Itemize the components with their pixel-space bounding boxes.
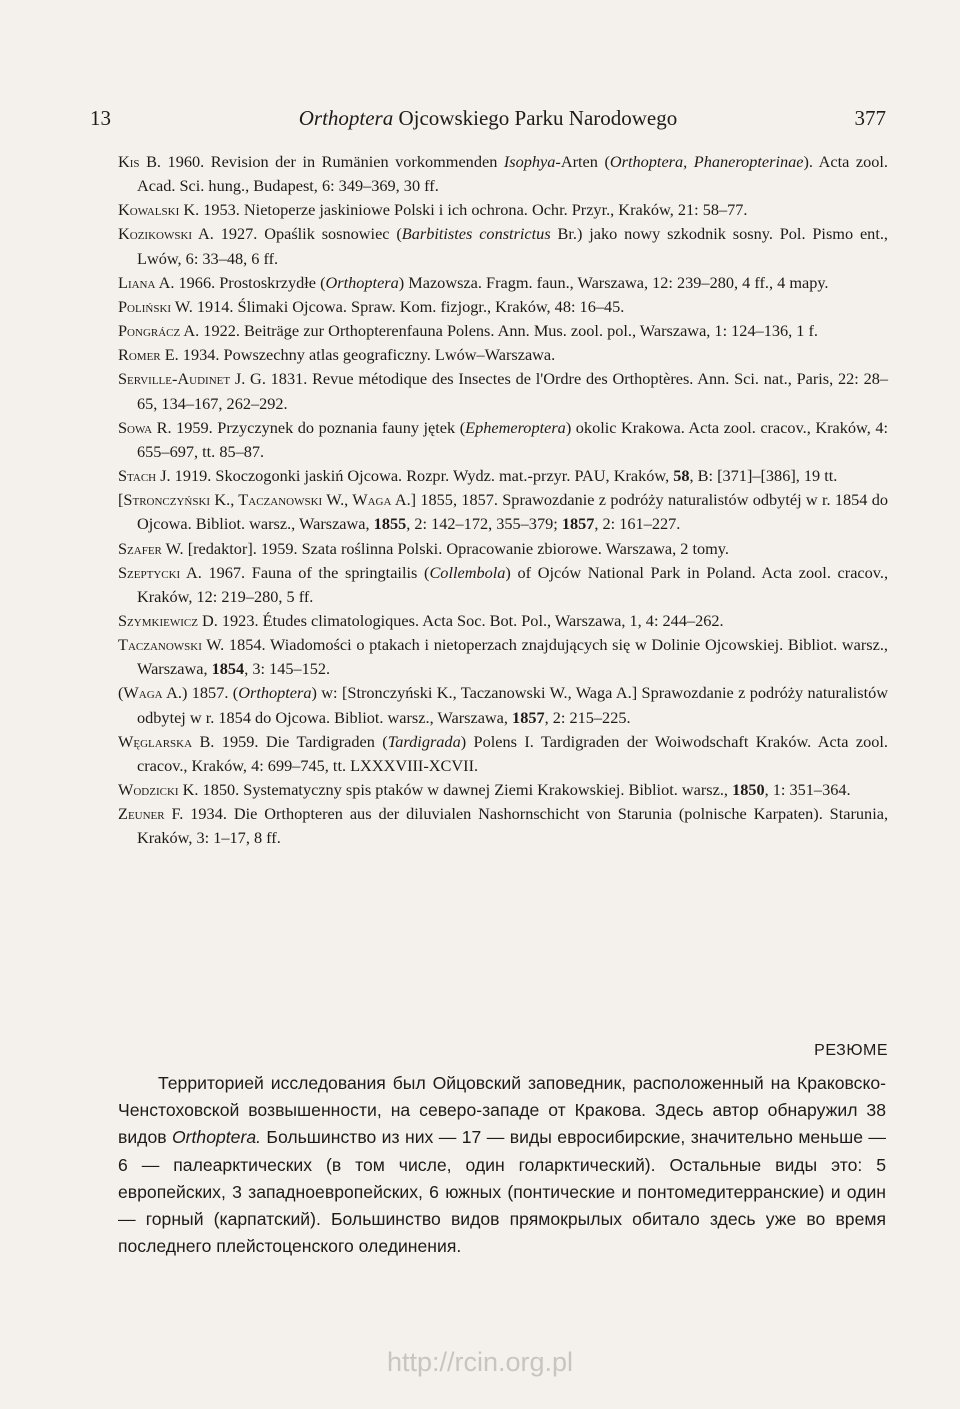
running-header: [90, 106, 886, 136]
reference-text: 1934. Powszechny atlas geograficzny. Lwów–Warszawa.: [178, 345, 556, 365]
watermark-url: http://rcin.org.pl: [386, 1347, 574, 1377]
reference-entry: [118, 681, 888, 729]
reference-text: 1850. Systematyczny spis ptaków w dawnej Ziemi Krakowskiej. Bibliot. warsz.,: [198, 780, 733, 800]
reference-text: 1854. Wiadomości o ptakach i nietoperzach znajdujących się w Dolinie Ojcowskiej. Bibliot. warsz., Warszawa,: [137, 635, 888, 679]
reference-text: Orthoptera: [325, 272, 399, 292]
reference-author: Stach J.: [118, 466, 171, 486]
reference-text: , 3: 145–152.: [244, 659, 331, 679]
reference-author: Zeuner F.: [118, 804, 184, 824]
reference-text: ) of Ojców National Park in Poland. Acta zool. cracov., Kraków, 12: 219–280, 5 ff.: [137, 562, 889, 606]
reference-text: 1855: [373, 514, 407, 534]
reference-author: (Waga A.): [118, 683, 188, 703]
reference-author: Kis B.: [118, 152, 162, 171]
reference-entry: [118, 271, 888, 295]
reference-text: Ephemeroptera: [465, 417, 566, 437]
reference-text: 1857: [512, 707, 545, 727]
reference-text: , 2: 215–225.: [544, 707, 631, 727]
reference-text: 1959. Przyczynek do poznania fauny jętek (: [171, 417, 466, 437]
running-title: [90, 106, 886, 131]
reference-author: Pongrácz A.: [118, 321, 200, 341]
reference-entry: [118, 730, 888, 778]
reference-author: Kowalski K.: [118, 200, 200, 220]
reference-text: , 2: 161–227.: [594, 514, 681, 534]
reference-text: Collembola: [429, 562, 506, 582]
reference-text: 1922. Beiträge zur Orthopterenfauna Polens. Ann. Mus. zool. pol., Warszawa, 1: 124–136, 1 f.: [199, 321, 818, 341]
reference-author: Szeptycki A.: [118, 562, 202, 582]
reference-text: 1854: [211, 659, 245, 679]
reference-author: Wodzicki K.: [118, 780, 199, 800]
reference-text: 1967. Fauna of the springtailis (: [201, 562, 430, 582]
reference-text: 1960. Revision der in Rumänien vorkommenden: [161, 152, 504, 171]
reference-entry: [118, 198, 888, 222]
reference-author: Liana A.: [118, 272, 175, 292]
running-title-italic: Orthoptera: [298, 106, 394, 130]
reference-text: 1923. Études climatologiques. Acta Soc. Bot. Pol., Warszawa, 1, 4: 244–262.: [217, 610, 724, 630]
reference-text: ) Mazowsza. Fragm. faun., Warszawa, 12: 239–280, 4 ff., 4 mapy.: [398, 272, 829, 292]
reference-text: 1919. Skoczogonki jaskiń Ojcowa. Rozpr. Wydz. mat.-przyr. PAU, Kraków,: [170, 466, 674, 486]
reference-entry: [118, 464, 888, 488]
reference-entry: [118, 778, 888, 802]
reference-text: -Arten (: [555, 152, 610, 171]
reference-entry: [118, 319, 888, 343]
resume-heading: РЕЗЮМЕ: [814, 1042, 888, 1059]
reference-text: Barbitistes constrictus: [401, 224, 551, 244]
reference-text: 1855, 1857. Sprawozdanie z podróży naturalistów odbytéj w r. 1854 do Ojcowa. Bibliot. warsz., Warszawa,: [137, 490, 889, 534]
reference-entry: [118, 295, 888, 319]
reference-text: 1831. Revue métodique des Insectes de l'Ordre des Orthoptères. Ann. Sci. nat., Paris, 22: 28–65, 134–167, 262–292.: [137, 369, 888, 413]
reference-author: Szafer W.: [118, 538, 184, 558]
reference-entry: [118, 802, 888, 850]
reference-text: 1953. Nietoperze jaskiniowe Polski i ich ochrona. Ochr. Przyr., Kraków, 21: 58–77.: [199, 200, 748, 220]
reference-entry: [118, 609, 888, 633]
running-title-rest: Ojcowskiego Parku Narodowego: [393, 106, 678, 130]
reference-entry: [118, 150, 888, 198]
reference-text: 1934. Die Orthopteren aus der diluvialen Nashornschicht von Starunia (polnische Karpaten). Starunia, Kraków, 3: 1–17, 8 ff.: [137, 804, 889, 848]
reference-text: 1857: [561, 514, 595, 534]
reference-text: , B: [371]–[386], 19 tt.: [689, 466, 838, 486]
reference-text: Tardigrada: [387, 731, 461, 751]
reference-entry: [118, 561, 888, 609]
reference-text: ). Acta zool. Acad. Sci. hung., Budapest, 6: 349–369, 30 ff.: [137, 152, 888, 196]
reference-text: 1857. (: [187, 683, 239, 703]
page-number: 377: [854, 106, 886, 130]
reference-text: , 2: 142–172, 355–379;: [406, 514, 562, 534]
reference-text: [redaktor]. 1959. Szata roślinna Polski. Opracowanie zbiorowe. Warszawa, 2 tomy.: [183, 538, 729, 558]
reference-text: 1914. Ślimaki Ojcowa. Spraw. Kom. fizjogr., Kraków, 48: 16–45.: [192, 296, 625, 316]
reference-text: ) okolic Krakowa. Acta zool. cracov., Kraków, 4: 655–697, tt. 85–87.: [137, 417, 889, 461]
reference-author: Węglarska B.: [118, 731, 215, 751]
reference-author: Sowa R.: [118, 417, 172, 437]
reference-author: Szymkiewicz D.: [118, 610, 218, 630]
reference-text: Orthoptera, Phaneropterinae: [609, 152, 804, 171]
resume-text-italic: Orthoptera.: [172, 1127, 261, 1148]
reference-entry: [118, 367, 888, 415]
reference-text: ) Polens I. Tardigraden der Woiwodschaft Kraków. Acta zool. cracov., Kraków, 4: 699–745, tt. LXXXVIII-XCVII.: [137, 731, 888, 775]
reference-text: 1927. Opaślik sosnowiec (: [213, 224, 402, 244]
resume-text-1: Территорией исследования был Ойцовский заповедник, расположенный на Краковско-Ченстоховской возвышенности, на северо-западе от Кракова. Здесь автор обнаружил 38 видов: [118, 1073, 886, 1148]
issue-number: 13: [90, 106, 111, 130]
reference-text: 1850: [732, 780, 765, 800]
resume-text-2: Большинство из них — 17 — виды евросибирские, значительно меньше — 6 — палеарктических (в том числе, один голарктический). Остальные виды это: 5 европейских, 3 западноевропейских, 6 южных (понтические и понтомедитерранские) и один — горный (карпатский). Большинство видов прямокрылых обитало здесь уже во время последнего плейстоценского олединения.: [118, 1127, 886, 1257]
reference-text: ) w: [Stronczyński K., Taczanowski W., Waga A.] Sprawozdanie z podróży naturalistów odbytej w r. 1854 do Ojcowa. Bibliot. warsz., Warszawa,: [137, 683, 888, 727]
reference-author: Romer E.: [118, 345, 179, 365]
reference-author: Poliński W.: [118, 296, 193, 316]
reference-entry: [118, 343, 888, 367]
reference-author: [Stronczyński K., Taczanowski W., Waga A.]: [118, 490, 417, 510]
reference-list: [118, 150, 888, 851]
reference-text: 1959. Die Tardigraden (: [214, 731, 388, 751]
reference-text: Isophya: [503, 152, 556, 171]
reference-entry: [118, 222, 888, 270]
reference-entry: [118, 537, 888, 561]
reference-text: Orthoptera: [238, 683, 312, 703]
reference-author: Kozikowski A.: [118, 224, 214, 244]
reference-entry: [118, 488, 888, 536]
reference-entry: [118, 416, 888, 464]
resume-paragraph: [118, 1070, 886, 1260]
reference-author: Serville-Audinet J. G.: [118, 369, 266, 389]
reference-text: 1966. Prostoskrzydłe (: [174, 272, 326, 292]
reference-entry: [118, 633, 888, 681]
reference-text: Br.) jako nowy szkodnik sosny. Pol. Pismo ent., Lwów, 6: 33–48, 6 ff.: [137, 224, 888, 268]
reference-text: 58: [673, 466, 690, 486]
reference-author: Taczanowski W.: [118, 635, 225, 655]
reference-text: , 1: 351–364.: [764, 780, 851, 800]
